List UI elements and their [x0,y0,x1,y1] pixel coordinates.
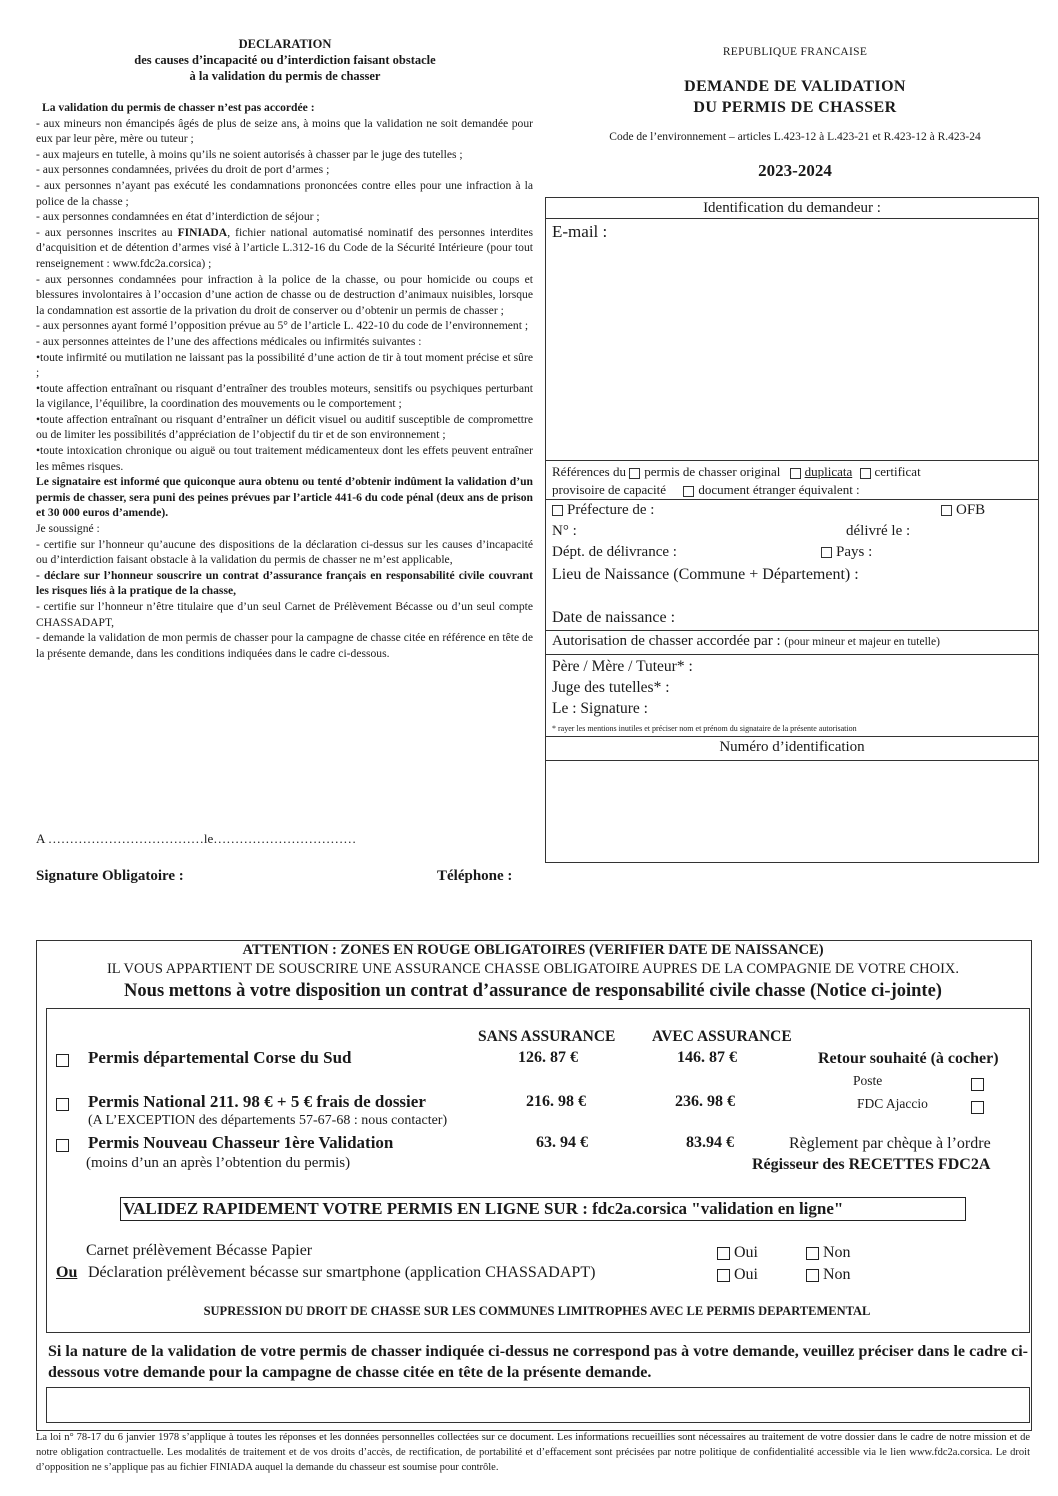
declaration-warning: Le signataire est informé que quiconque aura obtenu ou tenté d’obtenir indûment la validation d’un permis de chasser, sera puni des peines prévues par l’article 441-6 du code pénal (deux ans de prison et 30 000 euros d’amende). [36,475,533,520]
carnet-non-option[interactable]: Non [806,1244,851,1262]
declaration-item: •toute infirmité ou mutilation ne laissant pas la possibilité d’une action de tir à tout moment précise et sûre ; [36,350,533,380]
declaration-item: - aux personnes condamnées en état d’interdiction de séjour ; [36,210,320,224]
fdc-ajaccio-label: FDC Ajaccio [857,1096,928,1111]
numero-identification-field[interactable] [546,761,1038,861]
permit-dept-label: Permis départemental Corse du Sud [88,1048,352,1067]
ofb-field[interactable]: OFB [941,502,985,519]
declaration-item: - aux personnes ayant formé l’opposition prévue au 5° de l’article L. 422-10 du code de l’environnement ; [36,319,529,333]
lieu-naissance-label: Lieu de Naissance (Commune + Département) : [552,566,859,583]
declaration-item: - aux majeurs en tutelle, à moins qu’ils ne soient autorisés à chasser par le juge des tutelles ; [36,147,463,161]
permit-national-note: (A L’EXCEPTION des départements 57-67-68 : nous contacter) [88,1113,448,1128]
certification: - certifie sur l’honneur n’être titulaire que d’un seul Carnet de Prélèvement Bécasse ou d’un seul compte CHASSADAPT, [36,600,533,629]
declaration-body [36,100,533,661]
permit-dept-avec: 146. 87 € [677,1049,737,1066]
retour-label: Retour souhaité (à cocher) [818,1050,999,1067]
code-reference: Code de l’environnement – articles L.423-12 à L.423-21 et R.423-12 à R.423-24 [609,131,981,143]
supression-notice: SUPRESSION DU DROIT DE CHASSE SUR LES COMMUNES LIMITROPHES AVEC LE PERMIS DEPARTEMENTAL [203,1304,871,1318]
telephone-label: Téléphone : [437,868,513,884]
permit-national-label: Permis National 211. 98 € + 5 € frais de dossier [88,1092,426,1111]
permit-dept-checkbox[interactable] [56,1051,69,1069]
declaration-subtitle-1: des causes d’incapacité ou d’interdiction faisant obstacle [134,53,436,67]
document-etranger-checkbox[interactable] [683,486,694,497]
declaration-item: - aux personnes atteintes de l’une des affections médicales ou infirmités suivantes : [36,334,422,348]
original-checkbox[interactable] [629,468,640,479]
poste-label: Poste [853,1073,883,1088]
email-label: E-mail : [552,222,608,241]
certification: - déclare sur l’honneur souscrire un contrat d’assurance français en responsabilité civile couvrant les risques liés à la pratique de la chasse, [36,568,533,598]
carnet-oui-checkbox[interactable] [717,1247,730,1260]
delivre-label: délivré le : [846,523,911,539]
je-soussigne: Je soussigné : [36,522,100,536]
carnet-oui-option[interactable]: Oui [717,1244,758,1262]
declaration-item: - aux personnes condamnées pour infraction à la police de la chasse, ou pour homicide ou coups et blessures involontaires à l’occasion d’une action de chasse ou de destruction d’animaux nuisibles, lorsque la condamnation est assortie de la privation du droit de conserver ou d’obtenir un permis de chasser ; [36,272,533,317]
le-signature-label: Le : Signature : [552,700,648,717]
smartphone-oui-checkbox[interactable] [717,1269,730,1282]
smartphone-non-checkbox[interactable] [806,1269,819,1282]
permit-national-sans: 216. 98 € [526,1093,586,1110]
declaration-item: - aux personnes n’ayant pas exécuté les condamnations prononcées contre elles pour une infraction à la police de la chasse ; [36,178,533,208]
contrat-notice: Nous mettons à votre disposition un contrat d’assurance de responsabilité civile chasse (Notice ci-jointe) [124,981,942,1001]
pays-field[interactable]: Pays : [821,544,872,561]
form-title-2: DU PERMIS DE CHASSER [693,99,897,116]
autorisation-label: Autorisation de chasser accordée par : (pour mineur et majeur en tutelle) [552,633,940,649]
date-naissance-label: Date de naissance : [552,609,676,626]
declaration-item: - aux mineurs non émancipés âgés de plus de seize ans, à moins que la validation ne soit demandée pour eux par leur père, mère ou tuteur ; [36,116,533,146]
permit-dept-sans: 126. 87 € [518,1049,578,1066]
privacy-footer: La loi n° 78-17 du 6 janvier 1978 s’applique à toutes les réponses et les données personnelles collectées sur ce document. Les informations recueillies sont nécessaires au traitement de votre dossier dans le cadre de notre mission et de notre obligation contractuelle. Les modalités de traitement et de vos droits d’accès, de rectification, de portabilité et d’effacement sont précisées par notre politique de confidentialité accessible via le lien www.fdc2a.corsica. Le droit d’opposition ne s’applique pas au fichier FINIADA auquel la demande du chasseur est soumise pour contrôle. [36,1432,1030,1473]
declaration-item: •toute intoxication chronique ou aiguë ou tout traitement médicamenteux dont les effets peuvent entraîner les mêmes risques. [36,444,533,473]
certificat-checkbox[interactable] [860,468,871,479]
prefecture-checkbox[interactable] [552,505,563,516]
ofb-checkbox[interactable] [941,505,952,516]
nature-instructions: Si la nature de la validation de votre permis de chasser indiquée ci-dessus ne correspond pas à votre demande, veuillez préciser dans le cadre ci-dessous votre demande pour la campagne de chasse citée en tête de la présente demande. [48,1343,1028,1381]
numero-identification-label: Numéro d’identification [719,739,865,755]
republique-label: REPUBLIQUE FRANCAISE [722,46,868,58]
attention-heading: ATTENTION : ZONES EN ROUGE OBLIGATOIRES (VERIFIER DATE DE NAISSANCE) [242,942,824,958]
reglement-label: Règlement par chèque à l’ordre [789,1135,991,1152]
ou-label: Ou [56,1264,78,1281]
certification: - certifie sur l’honneur qu’aucune des dispositions de la déclaration ci-dessus sur les causes d’incapacité ou d’interdiction faisant obstacle à la validation du permis de chasser ne m’est applicable, [36,537,533,567]
permit-nouveau-note: (moins d’un an après l’obtention du permis) [86,1155,351,1171]
pays-checkbox[interactable] [821,547,832,558]
permit-nouveau-sans: 63. 94 € [536,1134,588,1151]
campaign-year: 2023-2024 [758,161,832,180]
declaration-item-finiada: - aux personnes inscrites au FINIADA, fichier national automatisé nominatif des personnes interdites d’acquisition et de détention d’armes visé à l’article L.312-16 du Code de la Sécurité Intérieure (pour tout renseignement : www.fdc2a.corsica) ; [36,225,533,270]
declaration-title-block [40,36,530,84]
permit-national-avec: 236. 98 € [675,1093,735,1110]
nature-request-field[interactable] [46,1387,1030,1423]
declaration-smartphone-label: Déclaration prélèvement bécasse sur smartphone (application CHASSADAPT) [88,1264,596,1281]
prefecture-field[interactable]: Préfecture de : [552,502,654,519]
dept-label: Dépt. de délivrance : [552,544,677,560]
email-field[interactable] [546,242,1038,456]
parent-label: Père / Mère / Tuteur* : [552,658,693,675]
declaration-title: DECLARATION [238,37,332,51]
declaration-item: •toute affection entraînant ou risquant d’entraîner des troubles moteurs, sensitifs ou psychiques perturbant la vigilance, l’équilibre, la coordination des mouvements ou le comportement ; [36,381,533,411]
smartphone-non-option[interactable]: Non [806,1266,851,1284]
assurance-notice: IL VOUS APPARTIENT DE SOUSCRIRE UNE ASSURANCE CHASSE OBLIGATOIRE AUPRES DE LA COMPAGNIE DE VOTRE CHOIX. [106,961,960,977]
applicant-form [545,197,1039,863]
footnote: * rayer les mentions inutiles et préciser nom et prénom du signataire de la présente autorisation [552,724,857,733]
references-line-2: provisoire de capacité document étranger équivalent : [552,482,860,497]
form-title-1: DEMANDE DE VALIDATION [684,78,906,95]
certification: - demande la validation de mon permis de chasser pour la campagne de chasse citée en référence en tête de la présente demande, dans les conditions indiquées dans le cadre ci-dessous. [36,631,533,660]
permit-nouveau-label: Permis Nouveau Chasseur 1ère Validation [88,1133,394,1152]
col-sans-assurance: SANS ASSURANCE [478,1028,616,1045]
place-date-line[interactable]: A ………………………………le…………………………… [36,831,357,846]
validation-en-ligne-banner[interactable]: VALIDEZ RAPIDEMENT VOTRE PERMIS EN LIGNE SUR : fdc2a.corsica "validation en ligne" [120,1197,966,1221]
carnet-non-checkbox[interactable] [806,1247,819,1260]
poste-checkbox[interactable] [971,1075,984,1093]
regisseur-label: Régisseur des RECETTES FDC2A [752,1156,991,1173]
permit-nouveau-avec: 83.94 € [686,1134,734,1151]
signature-label: Signature Obligatoire : [36,868,184,884]
declaration-intro: La validation du permis de chasser n’est pas accordée : [42,101,315,114]
fdc-ajaccio-checkbox[interactable] [971,1098,984,1116]
carnet-becasse-label: Carnet prélèvement Bécasse Papier [86,1242,313,1259]
references-line-1: Références du permis de chasser original duplicata certificat [552,464,921,479]
smartphone-oui-option[interactable]: Oui [717,1266,758,1284]
col-avec-assurance: AVEC ASSURANCE [652,1028,792,1045]
juge-label: Juge des tutelles* : [552,679,670,696]
declaration-item: •toute affection entraînant ou risquant d’entraîner un déficit visuel ou auditif susceptible de compromettre ou de limiter les possibilités d’appréciation de l’objectif du tir et de son environnement ; [36,412,533,442]
permit-national-checkbox[interactable] [56,1095,69,1113]
numero-label: N° : [552,523,577,539]
declaration-item: - aux personnes condamnées, privées du droit de port d’armes ; [36,163,330,177]
declaration-subtitle-2: à la validation du permis de chasser [189,69,381,83]
permit-nouveau-checkbox[interactable] [56,1136,69,1154]
identification-header: Identification du demandeur : [703,200,881,216]
duplicata-checkbox[interactable] [790,468,801,479]
